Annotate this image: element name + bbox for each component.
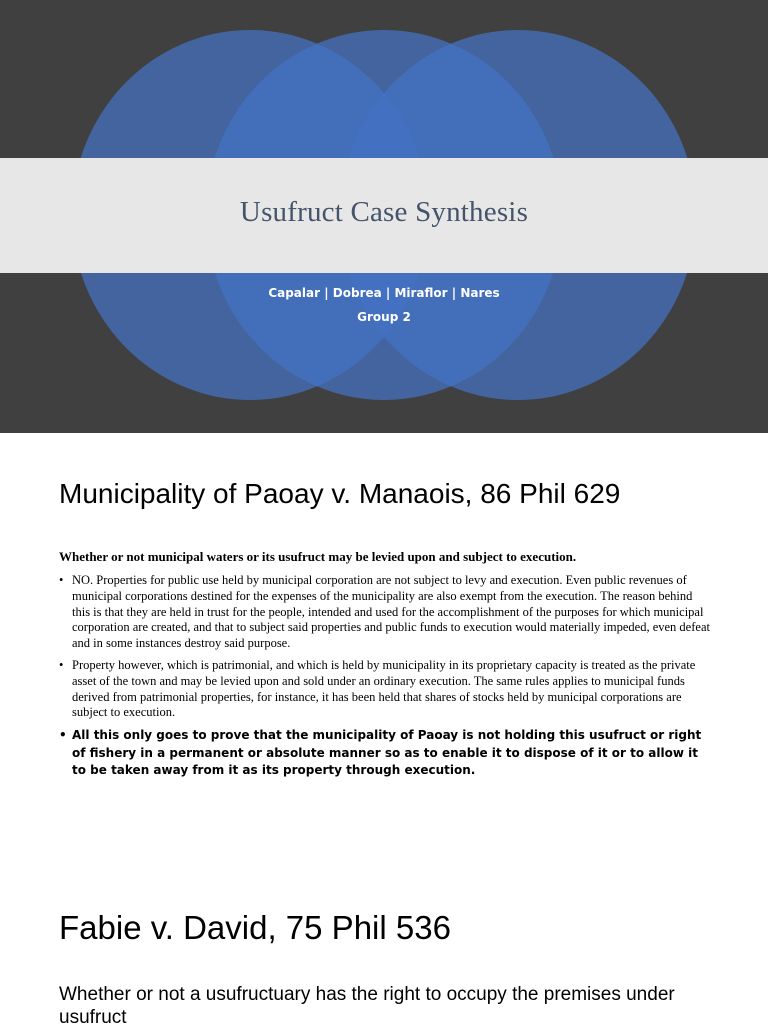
bullet-text: All this only goes to prove that the municipality of Paoay is not holding this usufruct or right of fishery in a permanent or absolute manner so as to enable it to dispose of it or to allow it to be taken away from it as its property through execution. <box>72 728 702 778</box>
case-bullets <box>59 573 711 786</box>
bullet-icon: • <box>59 728 67 743</box>
bullet-text: Property however, which is patrimonial, and which is held by municipality in its proprietary capacity is treated as the private asset of the town and may be levied upon and sold under an ordinary execution. The same rules applies to municipal funds derived from patrimonial properties, for instance, it has been held that shares of stocks held by municipal corporations are subject to execution. <box>72 657 696 720</box>
bullet-text: NO. Properties for public use held by municipal corporation are not subject to levy and execution. Even public revenues of municipal corporations destined for the expenses of the municipality are also exempt from the execution. The reason behind this is that they are held in trust for the people, intended and used for the accomplishment of the purposes for which municipal corporation are created, and that to subject said properties and public funds to execution would materially impeded, even defeat and in some instances destroy said purpose. <box>72 573 710 651</box>
slide-title: Usufruct Case Synthesis <box>239 196 529 228</box>
bullet-icon: • <box>59 657 64 672</box>
list-item <box>59 573 711 652</box>
case-issue: Whether or not a usufructuary has the right to occupy the premises under usufruct <box>59 984 675 1028</box>
authors-line: Capalar | Dobrea | Miraflor | Nares <box>268 286 500 300</box>
case-slide-paoay <box>0 433 768 873</box>
list-item <box>59 658 711 721</box>
title-slide <box>0 0 768 433</box>
case-heading: Municipality of Paoay v. Manaois, 86 Phil 629 <box>59 478 621 509</box>
bullet-icon: • <box>59 573 64 587</box>
group-label: Group 2 <box>357 310 411 324</box>
case-heading: Fabie v. David, 75 Phil 536 <box>59 909 451 946</box>
list-item <box>59 727 711 780</box>
case-issue: Whether or not municipal waters or its usufruct may be levied upon and subject to execution. <box>59 549 577 564</box>
case-slide-fabie <box>0 873 768 1028</box>
